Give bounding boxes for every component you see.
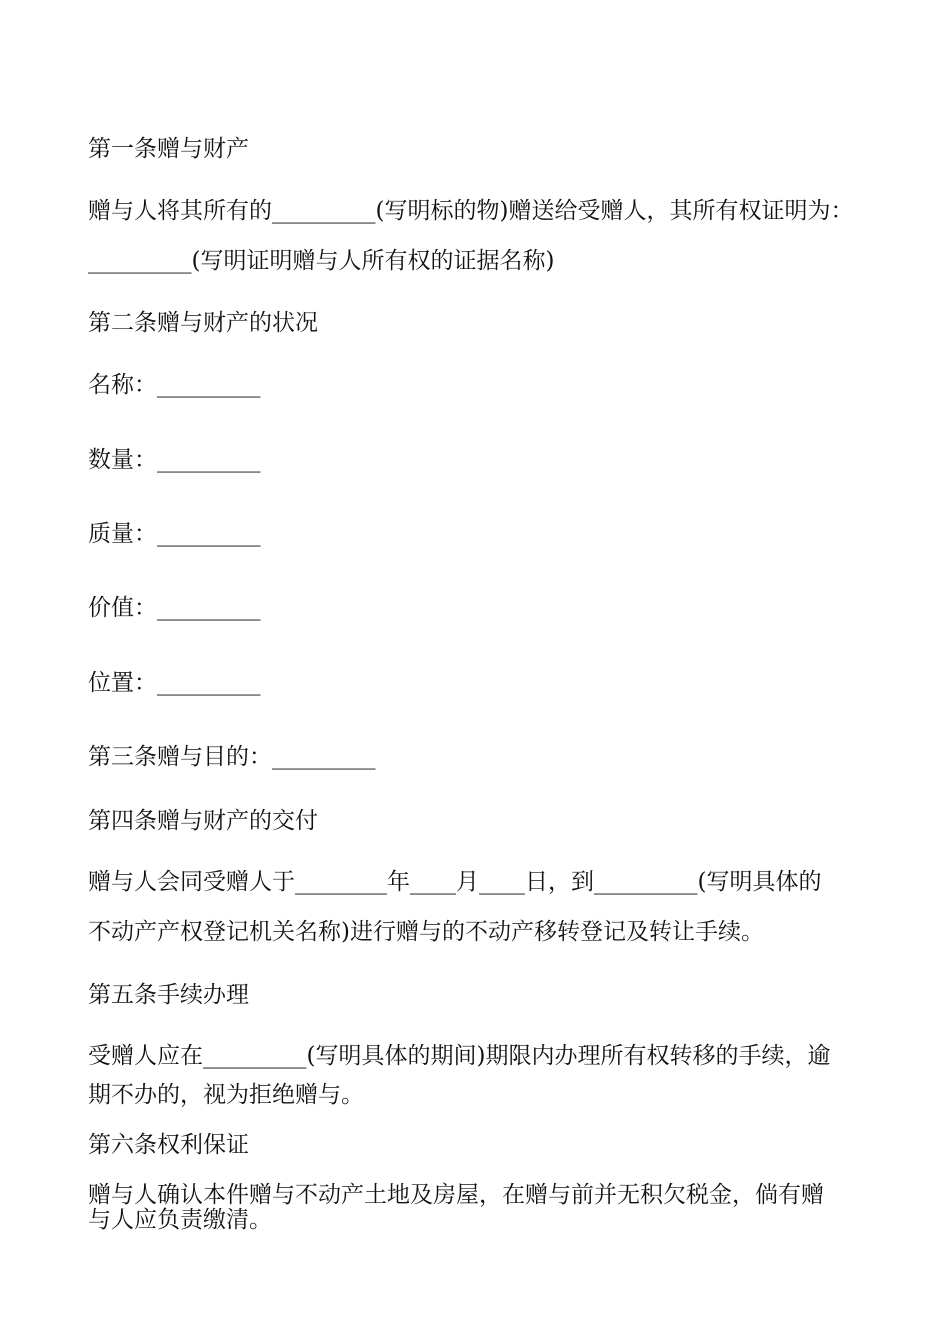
field-name: 名称：_________ [88, 372, 261, 398]
article-6-heading: 第六条权利保证 [88, 1132, 249, 1158]
article-3-purpose: 第三条赠与目的：_________ [88, 744, 376, 770]
article-1-heading: 第一条赠与财产 [88, 136, 249, 162]
article-4-text-line-2: 不动产产权登记机关名称)进行赠与的不动产移转登记及转让手续。 [88, 919, 764, 945]
article-1-text-line-1: 赠与人将其所有的_________(写明标的物)赠送给受赠人，其所有权证明为： [88, 198, 854, 224]
article-4-heading: 第四条赠与财产的交付 [88, 808, 318, 834]
article-5-heading: 第五条手续办理 [88, 982, 249, 1008]
field-value: 价值：_________ [88, 595, 261, 621]
field-location: 位置：_________ [88, 670, 261, 696]
article-1-text-line-2: _________(写明证明赠与人所有权的证据名称) [88, 248, 555, 274]
field-quality: 质量：_________ [88, 521, 261, 547]
article-5-text-line-2: 期不办的，视为拒绝赠与。 [88, 1082, 364, 1108]
article-5-text-line-1: 受赠人应在_________(写明具体的期间)期限内办理所有权转移的手续，逾 [88, 1043, 831, 1069]
article-2-heading: 第二条赠与财产的状况 [88, 310, 318, 336]
article-6-text-line-1: 赠与人确认本件赠与不动产土地及房屋，在赠与前并无积欠税金，倘有赠 [88, 1182, 824, 1208]
field-quantity: 数量：_________ [88, 447, 261, 473]
article-4-text-line-1: 赠与人会同受赠人于________年____月____日，到_________(写明具体的 [88, 869, 822, 895]
article-6-text-line-2: 与人应负责缴清。 [88, 1207, 272, 1233]
